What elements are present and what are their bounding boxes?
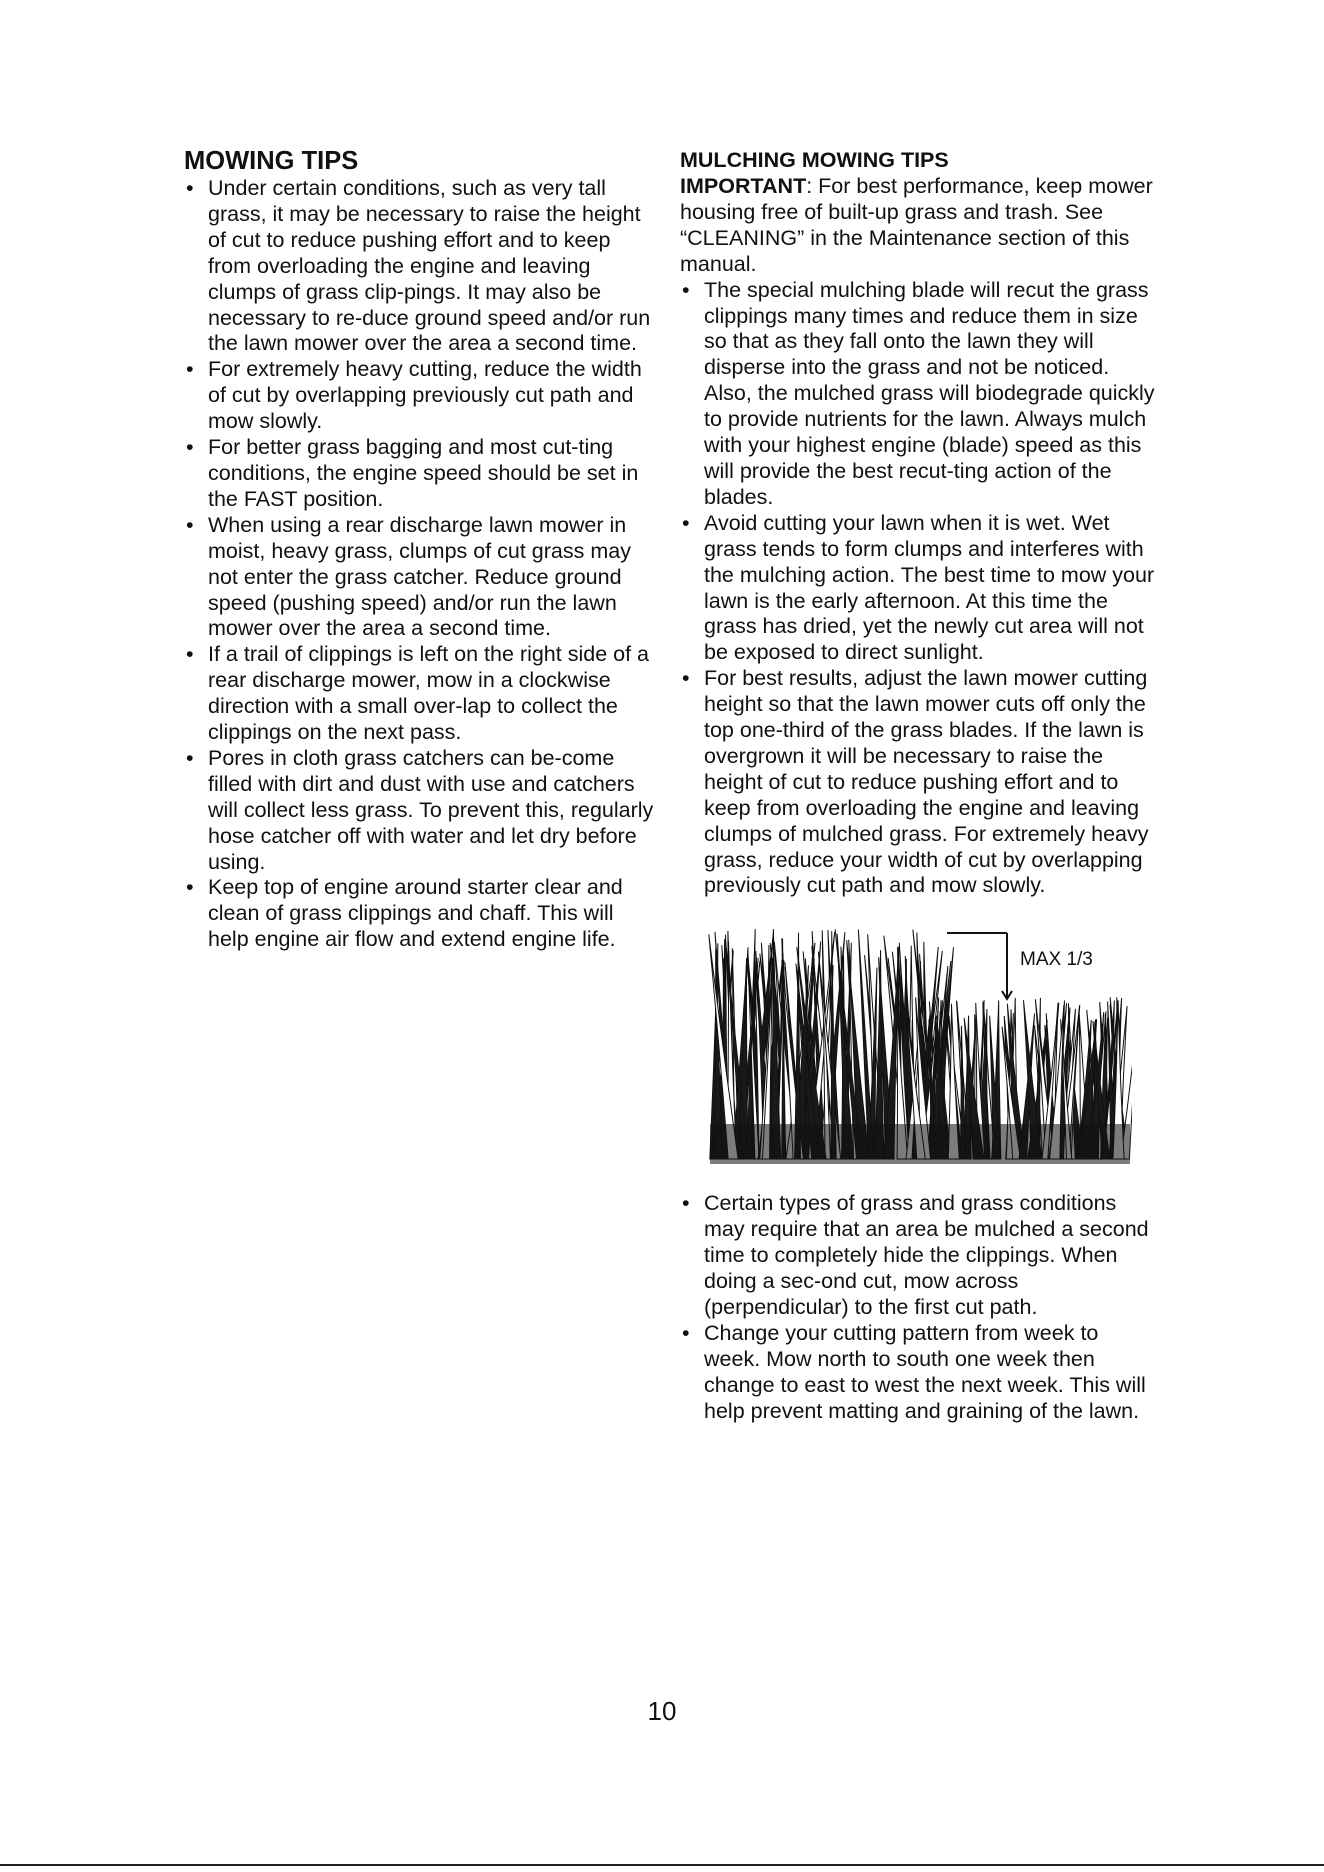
list-item: • Keep top of engine around starter clear and clean of grass clippings and chaff. This will help engine air flow and extend engine life. <box>184 875 654 953</box>
mulching-tips-section <box>680 146 1160 1425</box>
mowing-tips-section <box>184 146 654 953</box>
list-item: • For extremely heavy cutting, reduce the width of cut by overlapping previously cut path and mow slowly. <box>184 357 654 435</box>
important-text: : For best performance, keep mower housing free of built-up grass and trash. See “CLEANING” in the Maintenance section of this manual. <box>680 174 1153 276</box>
list-item: • Change your cutting pattern from week to week. Mow north to south one week then change to east to west the next week. This will help prevent matting and graining of the lawn. <box>680 1321 1160 1425</box>
mulching-tips-list-continued <box>680 1191 1160 1424</box>
mowing-tips-heading: MOWING TIPS <box>184 147 359 175</box>
list-item: • Certain types of grass and grass conditions may require that an area be mulched a second time to completely hide the clippings. When doing a sec-ond cut, mow across (perpendicular) to the first cut path. <box>680 1191 1160 1321</box>
max-one-third-label: MAX 1/3 <box>1020 949 1093 971</box>
mulching-tips-list <box>680 278 1160 900</box>
list-item: • When using a rear discharge lawn mower in moist, heavy grass, clumps of cut grass may not enter the grass catcher. Reduce ground speed (pushing speed) and/or run the lawn mower over the area a second time. <box>184 513 654 643</box>
list-item: • If a trail of clippings is left on the right side of a rear discharge mower, mow in a clockwise direction with a small over-lap to collect the clippings on the next pass. <box>184 642 654 746</box>
list-item: • For best results, adjust the lawn mower cutting height so that the lawn mower cuts off only the top one-third of the grass blades. If the lawn is overgrown it will be necessary to raise the height of cut to reduce pushing effort and to keep from overloading the engine and leaving clumps of mulched grass. For extremely heavy grass, reduce your width of cut by overlapping previously cut path and mow slowly. <box>680 666 1160 899</box>
list-item: • The special mulching blade will recut the grass clippings many times and reduce them in size so that as they fall onto the lawn they will disperse into the grass and not be noticed. Also, the mulched grass will biodegrade quickly to provide nutrients for the lawn. Always mulch with your highest engine (blade) speed as this will provide the best recut-ting action of the blades. <box>680 278 1160 511</box>
page-bottom-rule <box>0 1864 1324 1866</box>
grass-cut-height-illustration <box>702 919 1152 1169</box>
list-item: • For better grass bagging and most cut-ting conditions, the engine speed should be set in the FAST position. <box>184 435 654 513</box>
mowing-tips-list <box>184 176 654 953</box>
list-item: • Avoid cutting your lawn when it is wet. Wet grass tends to form clumps and interferes with the mulching action. The best time to mow your lawn is the early afternoon. At this time the grass has dried, yet the newly cut area will not be exposed to direct sunlight. <box>680 511 1160 666</box>
mulching-tips-heading: MULCHING MOWING TIPS <box>680 148 949 172</box>
list-item: • Under certain conditions, such as very tall grass, it may be necessary to raise the height of cut to reduce pushing effort and to keep from overloading the engine and leaving clumps of grass clip-pings. It may also be necessary to re-duce ground speed and/or run the lawn mower over the area a second time. <box>184 176 654 357</box>
ground-shadow <box>710 1124 1130 1164</box>
page-number: 10 <box>647 1696 677 1726</box>
important-note <box>680 174 1160 278</box>
list-item: • Pores in cloth grass catchers can be-come filled with dirt and dust with use and catchers will collect less grass. To prevent this, regularly hose catcher off with water and let dry before using. <box>184 746 654 876</box>
important-label: IMPORTANT <box>680 174 807 198</box>
